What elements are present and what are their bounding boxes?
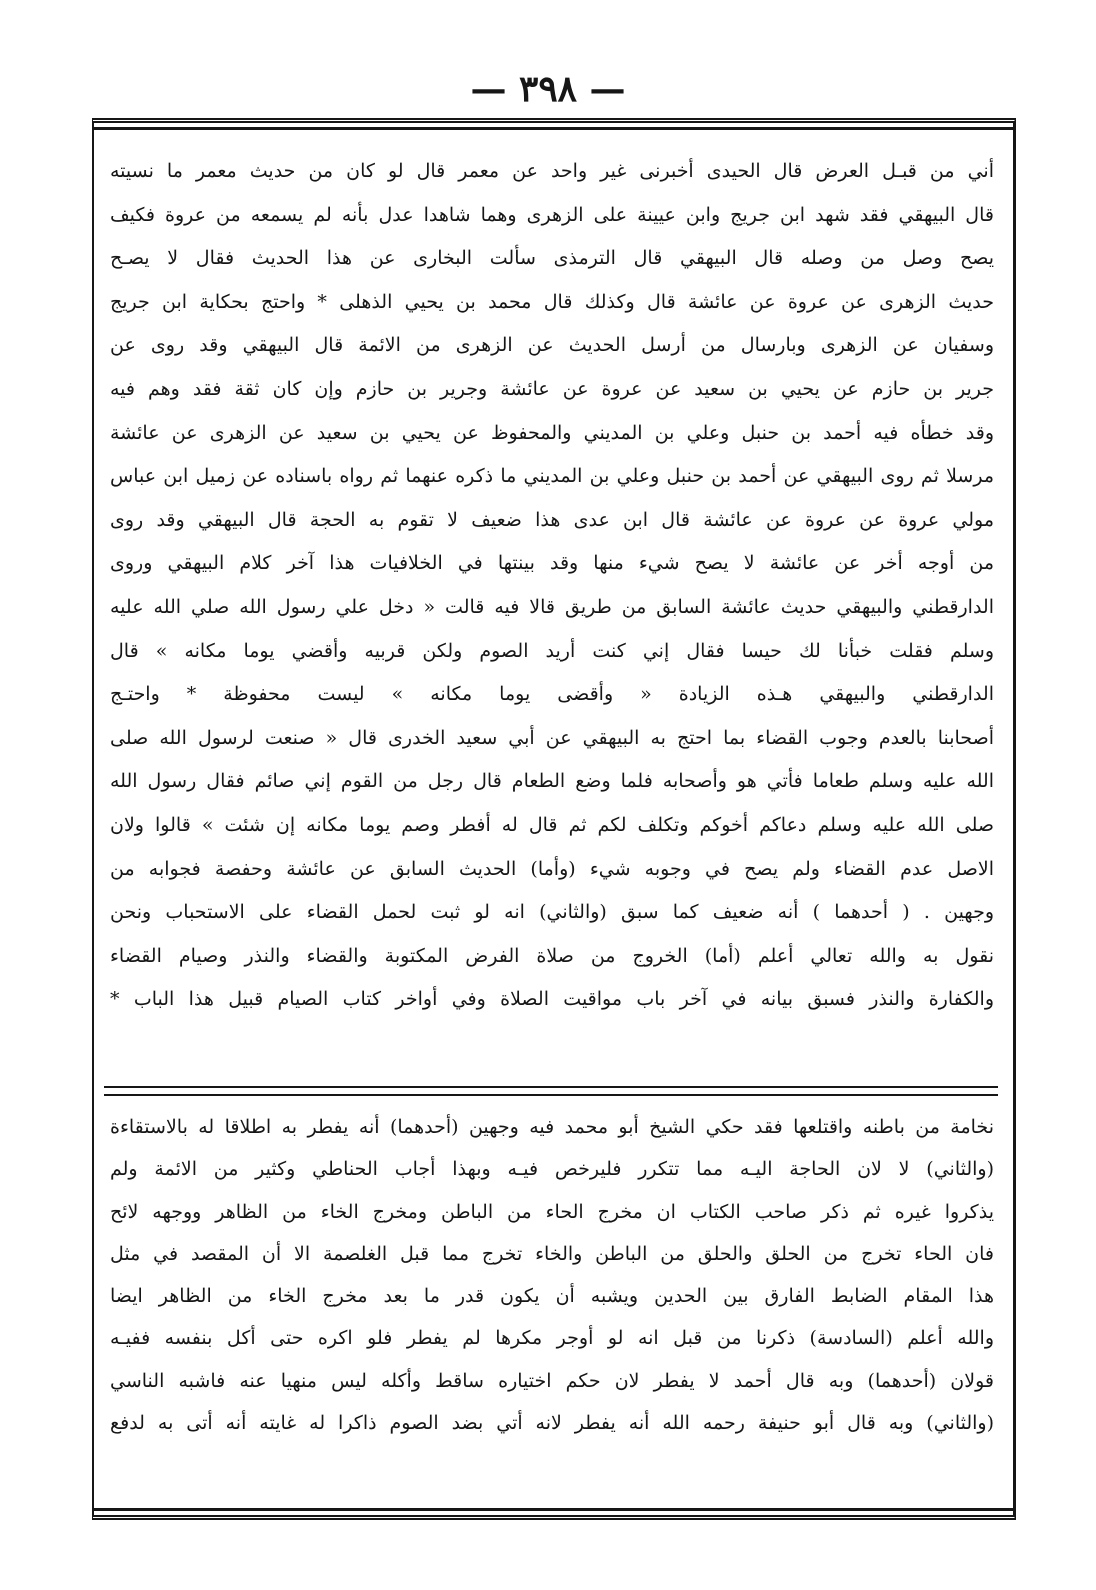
footnote-line: يذكروا غيره ثم ذكر صاحب الكتاب ان مخرج الحاء من الباطن ومخرج الخاء من الظاهر ووجهه لائح: [110, 1200, 994, 1223]
footnote-text-block: [110, 1106, 994, 1444]
main-text-line: الدارقطني والبيهقي حديث عائشة السابق من طريق قالا فيه قالت « دخل علي رسول الله صلي الله عليه: [110, 595, 994, 618]
main-text-line: حديث الزهرى عن عروة عن عائشة قال وكذلك قال محمد بن يحيي الذهلى * واحتج بحكاية ابن جريج: [110, 290, 994, 313]
main-text-line: مولي عروة عن عروة عن عائشة قال ابن عدى هذا ضعيف لا تقوم به الحجة قال البيهقي وقد روى: [110, 508, 994, 531]
footnote-line: هذا المقام الضابط الفارق بين الحدين ويشبه أن يكون قدر ما بعد مخرج الخاء من الظاهر ايضا: [110, 1285, 994, 1308]
main-text-line: مرسلا ثم روى البيهقي عن أحمد بن حنبل وعلي بن المديني ما ذكره عنهما ثم رواه باسناده عن زميل ابن عباس: [110, 465, 994, 488]
footnote-line: (والثاني) وبه قال أبو حنيفة رحمه الله أنه يفطر لانه أتي بضد الصوم ذاكرا له غايته أنه أتى به لدفع: [110, 1412, 994, 1435]
main-text-line: جرير بن حازم عن يحيي بن سعيد عن عروة عن عائشة وجرير بن حازم وإن كان ثقة فقد وهم فيه: [110, 377, 994, 400]
main-text-line: من أوجه أخر عن عائشة لا يصح شيء منها وقد بينتها في الخلافيات هذا آخر كلام البيهقي وروى: [110, 552, 994, 575]
footnote-separator: [104, 1086, 998, 1096]
main-text-line: قال البيهقي فقد شهد ابن جريج وابن عيينة على الزهرى وهما شاهدا عدل بأنه لم يسمعه من عروة فكيف: [110, 203, 994, 226]
main-text-line: وقد خطأه فيه أحمد بن حنبل وعلي بن المديني والمحفوظ عن يحيي بن سعيد عن الزهرى عن عائشة: [110, 421, 994, 444]
main-text-line: وجهين . ( أحدهما ) أنه ضعيف كما سبق (والثاني) انه لو ثبت لحمل القضاء على الاستحباب ونحن: [110, 901, 994, 924]
page-number: — ٣٩٨ —: [470, 68, 626, 110]
footnote-line: (والثاني) لا لان الحاجة اليـه مما تتكرر فليرخص فيـه وبهذا أجاب الحناطي وكثير من الائمة ولم: [110, 1158, 994, 1181]
main-text-line: والكفارة والنذر فسبق بيانه في آخر باب مواقيت الصلاة وفي أواخر كتاب الصيام قبيل هذا الباب *: [110, 988, 994, 1011]
main-text-line: وسلم فقلت خبأنا لك حيسا فقال إني كنت أريد الصوم ولكن قربيه وأقضي يوما مكانه » قال: [110, 639, 994, 662]
main-text-line: الله عليه وسلم طعاما فأتي هو وأصحابه فلما وضع الطعام قال رجل من القوم إني صائم فقال رسول الله: [110, 770, 994, 793]
main-text-line: نقول به والله تعالي أعلم (أما) الخروج من صلاة الفرض المكتوبة والقضاء والنذر وصيام القضاء: [110, 944, 994, 967]
main-text-line: الاصل عدم القضاء ولم يصح في وجوبه شيء (وأما) الحديث السابق عن عائشة وحفصة فجوابه من: [110, 857, 994, 880]
main-text-line: يصح وصل من وصله قال البيهقي قال الترمذى سألت البخارى عن هذا الحديث فقال لا يصـح: [110, 247, 994, 270]
footnote-line: قولان (أحدهما) وبه قال أحمد لا يفطر لان حكم اختياره ساقط وأكله ليس منهيا عنه فاشبه الناسي: [110, 1369, 994, 1392]
main-text-line: أني من قبـل العرض قال الحيدى أخبرنى غير واحد عن معمر قال لو كان من حديث معمر ما نسيته: [110, 160, 994, 182]
main-text-block: [110, 150, 994, 1022]
footnote-line: والله أعلم (السادسة) ذكرنا من قبل انه لو أوجر مكرها لم يفطر فلو اكره حتى أكل بنفسه ففيـه: [110, 1327, 994, 1350]
main-text-line: وسفيان عن الزهرى وبارسال من أرسل الحديث عن الزهرى من الائمة قال البيهقي وقد روى عن: [110, 334, 994, 357]
footnote-line: نخامة من باطنه واقتلعها فقد حكي الشيخ أبو محمد فيه وجهين (أحدهما) أنه يفطر به اطلاقا له بالاستقاءة: [110, 1116, 994, 1138]
main-text-line: أصحابنا بالعدم وجوب القضاء بما احتج به البيهقي عن أبي سعيد الخدرى قال « صنعت لرسول الله صلى: [110, 726, 994, 749]
main-text-line: صلى الله عليه وسلم دعاكم أخوكم وتكلف لكم ثم قال له أفطر وصم يوما مكانه إن شئت » قالوا ولان: [110, 813, 994, 836]
main-text-line: الدارقطني والبيهقي هـذه الزيادة « وأقضى يوما مكانه » ليست محفوظة * واحتـج: [110, 683, 994, 706]
footnote-line: فان الحاء تخرج من الحلق والحلق من الباطن والخاء تخرج مما قبل الغلصمة الا أن المقصد في مثل: [110, 1242, 994, 1265]
